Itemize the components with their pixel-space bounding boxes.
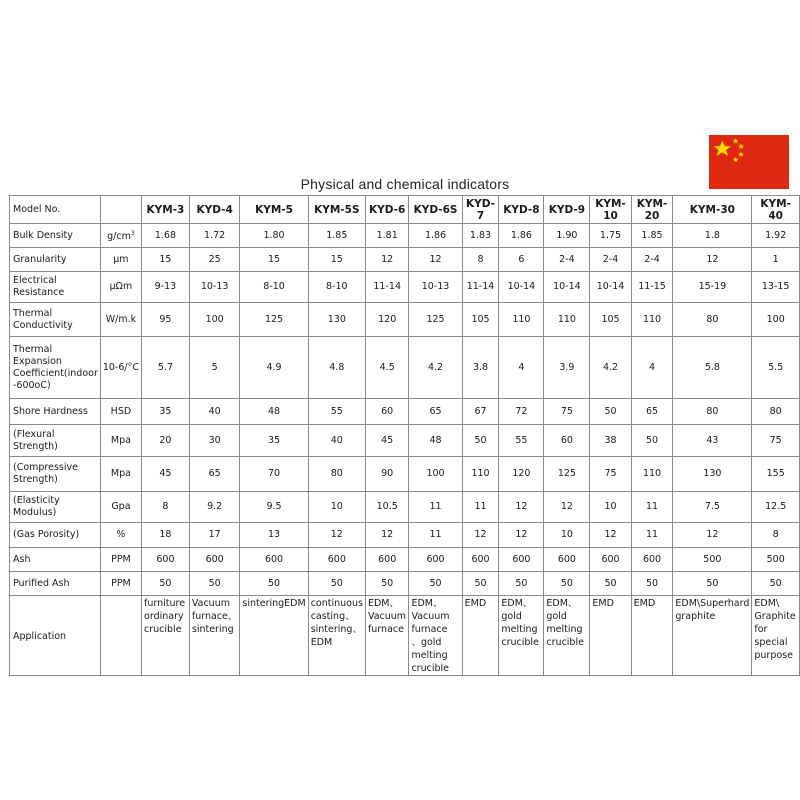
value-cell: 600: [240, 548, 308, 572]
value-cell: 11-15: [631, 272, 673, 303]
model-header: KYD-6: [365, 196, 409, 224]
value-cell: 45: [365, 425, 409, 457]
value-cell: 13-15: [752, 272, 800, 303]
value-cell: 11: [409, 492, 462, 523]
application-cell: furniture ordinary crucible: [142, 596, 190, 676]
param-name: Ash: [10, 548, 101, 572]
value-cell: 500: [752, 548, 800, 572]
application-unit-cell: [100, 596, 141, 676]
application-row: [10, 596, 800, 676]
value-cell: 25: [189, 248, 240, 272]
model-header: KYM-5S: [308, 196, 365, 224]
unit-text: %: [116, 529, 126, 540]
value-cell: 48: [409, 425, 462, 457]
param-unit: [100, 523, 141, 548]
value-cell: 11-14: [365, 272, 409, 303]
model-header: KYM-10: [590, 196, 631, 224]
model-header: KYM-5: [240, 196, 308, 224]
value-cell: 80: [673, 303, 752, 337]
value-cell: 75: [752, 425, 800, 457]
unit-text: PPM: [111, 577, 131, 589]
value-cell: 11: [631, 492, 673, 523]
model-header: KYD-7: [462, 196, 499, 224]
param-name: Thermal Conductivity: [10, 303, 101, 337]
param-name: (Compressive Strength): [10, 457, 101, 492]
value-cell: 15-19: [673, 272, 752, 303]
value-cell: 40: [189, 399, 240, 425]
value-cell: 600: [544, 548, 590, 572]
value-cell: 65: [189, 457, 240, 492]
value-cell: 15: [142, 248, 190, 272]
table-row: [10, 425, 800, 457]
value-cell: 1.83: [462, 224, 499, 248]
value-cell: 155: [752, 457, 800, 492]
value-cell: 50: [590, 572, 631, 596]
value-cell: 12: [590, 523, 631, 548]
value-cell: 8-10: [240, 272, 308, 303]
value-cell: 10: [590, 492, 631, 523]
value-cell: 130: [308, 303, 365, 337]
value-cell: 1.8: [673, 224, 752, 248]
value-cell: 9.2: [189, 492, 240, 523]
value-cell: 90: [365, 457, 409, 492]
value-cell: 1.86: [499, 224, 544, 248]
value-cell: 10-14: [544, 272, 590, 303]
value-cell: 43: [673, 425, 752, 457]
value-cell: 2-4: [590, 248, 631, 272]
value-cell: 10-14: [499, 272, 544, 303]
unit-text: μm: [113, 253, 129, 265]
model-header: KYM-3: [142, 196, 190, 224]
application-cell: EMD: [462, 596, 499, 676]
value-cell: 4.2: [590, 337, 631, 399]
value-cell: 1.81: [365, 224, 409, 248]
model-header: KYM-40: [752, 196, 800, 224]
value-cell: 10-14: [590, 272, 631, 303]
value-cell: 600: [409, 548, 462, 572]
value-cell: 80: [752, 399, 800, 425]
value-cell: 600: [142, 548, 190, 572]
value-cell: 10: [308, 492, 365, 523]
table-row: [10, 548, 800, 572]
value-cell: 2-4: [631, 248, 673, 272]
unit-text: HSD: [110, 405, 132, 417]
value-cell: 110: [631, 303, 673, 337]
value-cell: 600: [462, 548, 499, 572]
header-unit-cell: [100, 196, 141, 224]
header-label: Model No.: [10, 196, 101, 224]
value-cell: 50: [673, 572, 752, 596]
value-cell: 105: [590, 303, 631, 337]
value-cell: 30: [189, 425, 240, 457]
value-cell: 12: [673, 523, 752, 548]
table-row: [10, 572, 800, 596]
table-row: [10, 248, 800, 272]
value-cell: 1: [752, 248, 800, 272]
application-cell: EDM\ Graphite for special purpose: [752, 596, 800, 676]
value-cell: 50: [189, 572, 240, 596]
value-cell: 75: [590, 457, 631, 492]
value-cell: 50: [462, 425, 499, 457]
value-cell: 125: [240, 303, 308, 337]
value-cell: 12: [499, 492, 544, 523]
unit-text: Mpa: [110, 468, 131, 479]
param-unit: [100, 337, 141, 399]
value-cell: 50: [499, 572, 544, 596]
value-cell: 10-13: [409, 272, 462, 303]
value-cell: 12: [365, 523, 409, 548]
value-cell: 6: [499, 248, 544, 272]
value-cell: 12: [365, 248, 409, 272]
value-cell: 4: [499, 337, 544, 399]
value-cell: 5.8: [673, 337, 752, 399]
value-cell: 50: [462, 572, 499, 596]
value-cell: 35: [240, 425, 308, 457]
value-cell: 48: [240, 399, 308, 425]
application-cell: EMD: [631, 596, 673, 676]
value-cell: 1.86: [409, 224, 462, 248]
application-cell: EDM、Vacuum furnace: [365, 596, 409, 676]
value-cell: 4.2: [409, 337, 462, 399]
value-cell: 3.8: [462, 337, 499, 399]
value-cell: 10-13: [189, 272, 240, 303]
value-cell: 600: [365, 548, 409, 572]
value-cell: 125: [544, 457, 590, 492]
value-cell: 67: [462, 399, 499, 425]
value-cell: 100: [409, 457, 462, 492]
value-cell: 100: [189, 303, 240, 337]
unit-superscript: 3: [130, 229, 135, 237]
application-cell: EDM、gold melting crucible: [499, 596, 544, 676]
value-cell: 1.92: [752, 224, 800, 248]
value-cell: 100: [752, 303, 800, 337]
model-header: KYD-6S: [409, 196, 462, 224]
unit-text: μΩm: [109, 281, 133, 292]
value-cell: 12: [544, 492, 590, 523]
application-cell: EDM\Superhard graphite: [673, 596, 752, 676]
value-cell: 35: [142, 399, 190, 425]
value-cell: 2-4: [544, 248, 590, 272]
value-cell: 60: [544, 425, 590, 457]
value-cell: 600: [590, 548, 631, 572]
value-cell: 50: [409, 572, 462, 596]
spec-table: [9, 195, 800, 676]
value-cell: 7.5: [673, 492, 752, 523]
value-cell: 3.9: [544, 337, 590, 399]
page-title: Physical and chemical indicators: [300, 176, 510, 192]
application-cell: sinteringEDM: [240, 596, 308, 676]
value-cell: 70: [240, 457, 308, 492]
value-cell: 50: [544, 572, 590, 596]
param-name: Shore Hardness: [10, 399, 101, 425]
value-cell: 55: [499, 425, 544, 457]
value-cell: 1.68: [142, 224, 190, 248]
value-cell: 12: [499, 523, 544, 548]
value-cell: 11: [409, 523, 462, 548]
value-cell: 110: [631, 457, 673, 492]
value-cell: 65: [409, 399, 462, 425]
table-row: [10, 303, 800, 337]
value-cell: 11: [631, 523, 673, 548]
value-cell: 12.5: [752, 492, 800, 523]
value-cell: 1.80: [240, 224, 308, 248]
value-cell: 95: [142, 303, 190, 337]
value-cell: 500: [673, 548, 752, 572]
unit-text: PPM: [111, 553, 131, 565]
param-name: (Gas Porosity): [10, 523, 101, 548]
table-header-row: [10, 196, 800, 224]
table-row: [10, 457, 800, 492]
value-cell: 50: [590, 399, 631, 425]
value-cell: 600: [631, 548, 673, 572]
value-cell: 600: [308, 548, 365, 572]
value-cell: 110: [499, 303, 544, 337]
value-cell: 17: [189, 523, 240, 548]
application-cell: EDM、Vacuum furnace 、gold melting crucible: [409, 596, 462, 676]
value-cell: 38: [590, 425, 631, 457]
param-name: Bulk Density: [10, 224, 101, 248]
param-unit: [100, 548, 141, 572]
value-cell: 600: [499, 548, 544, 572]
unit-text: Gpa: [111, 501, 131, 512]
param-unit: [100, 492, 141, 523]
model-header: KYD-4: [189, 196, 240, 224]
value-cell: 50: [752, 572, 800, 596]
param-name: Thermal Expansion Coefficient(indoor -600oC): [10, 337, 101, 399]
table-row: [10, 523, 800, 548]
value-cell: 50: [631, 425, 673, 457]
value-cell: 50: [631, 572, 673, 596]
value-cell: 4.8: [308, 337, 365, 399]
table-row: [10, 337, 800, 399]
param-unit: [100, 303, 141, 337]
value-cell: 5: [189, 337, 240, 399]
value-cell: 12: [409, 248, 462, 272]
value-cell: 12: [462, 523, 499, 548]
unit-text: Mpa: [110, 434, 131, 446]
param-unit: [100, 399, 141, 425]
value-cell: 12: [308, 523, 365, 548]
model-header: KYD-8: [499, 196, 544, 224]
value-cell: 50: [365, 572, 409, 596]
value-cell: 4.9: [240, 337, 308, 399]
model-header: KYD-9: [544, 196, 590, 224]
value-cell: 13: [240, 523, 308, 548]
value-cell: 1.85: [308, 224, 365, 248]
value-cell: 75: [544, 399, 590, 425]
value-cell: 20: [142, 425, 190, 457]
param-name: Purified Ash: [10, 572, 101, 596]
table-row: [10, 492, 800, 523]
param-name: Application: [10, 596, 101, 676]
value-cell: 5.5: [752, 337, 800, 399]
table-row: [10, 399, 800, 425]
model-header: KYM-30: [673, 196, 752, 224]
value-cell: 40: [308, 425, 365, 457]
value-cell: 600: [189, 548, 240, 572]
value-cell: 65: [631, 399, 673, 425]
value-cell: 60: [365, 399, 409, 425]
table-row: [10, 272, 800, 303]
value-cell: 5.7: [142, 337, 190, 399]
value-cell: 15: [240, 248, 308, 272]
value-cell: 4: [631, 337, 673, 399]
application-cell: EMD: [590, 596, 631, 676]
value-cell: 55: [308, 399, 365, 425]
unit-text: 10-6/°C: [102, 361, 139, 373]
value-cell: 120: [499, 457, 544, 492]
value-cell: 12: [673, 248, 752, 272]
value-cell: 8: [752, 523, 800, 548]
value-cell: 72: [499, 399, 544, 425]
value-cell: 125: [409, 303, 462, 337]
value-cell: 50: [142, 572, 190, 596]
param-unit: [100, 572, 141, 596]
param-name: (Flexural Strength): [10, 425, 101, 457]
value-cell: 110: [462, 457, 499, 492]
value-cell: 10.5: [365, 492, 409, 523]
value-cell: 45: [142, 457, 190, 492]
param-unit: [100, 272, 141, 303]
table-row: [10, 224, 800, 248]
value-cell: 9.5: [240, 492, 308, 523]
value-cell: 130: [673, 457, 752, 492]
value-cell: 15: [308, 248, 365, 272]
value-cell: 110: [544, 303, 590, 337]
value-cell: 80: [308, 457, 365, 492]
param-unit: [100, 224, 141, 248]
value-cell: 50: [240, 572, 308, 596]
value-cell: 18: [142, 523, 190, 548]
value-cell: 8: [462, 248, 499, 272]
value-cell: 50: [308, 572, 365, 596]
value-cell: 1.75: [590, 224, 631, 248]
param-unit: [100, 248, 141, 272]
value-cell: 11-14: [462, 272, 499, 303]
value-cell: 8: [142, 492, 190, 523]
param-name: Granularity: [10, 248, 101, 272]
value-cell: 105: [462, 303, 499, 337]
value-cell: 1.85: [631, 224, 673, 248]
value-cell: 9-13: [142, 272, 190, 303]
model-header: KYM-20: [631, 196, 673, 224]
application-cell: EDM、gold melting crucible: [544, 596, 590, 676]
value-cell: 80: [673, 399, 752, 425]
param-unit: [100, 457, 141, 492]
param-name: (Elasticity Modulus): [10, 492, 101, 523]
application-cell: continuous casting、sintering、EDM: [308, 596, 365, 676]
value-cell: 1.72: [189, 224, 240, 248]
unit-text: W/m.k: [105, 313, 137, 325]
value-cell: 1.90: [544, 224, 590, 248]
unit-text: g/cm: [107, 231, 131, 243]
value-cell: 120: [365, 303, 409, 337]
application-cell: Vacuum furnace、sintering: [189, 596, 240, 676]
value-cell: 4.5: [365, 337, 409, 399]
value-cell: 10: [544, 523, 590, 548]
param-unit: [100, 425, 141, 457]
value-cell: 8-10: [308, 272, 365, 303]
param-name: Electrical Resistance: [10, 272, 101, 303]
value-cell: 11: [462, 492, 499, 523]
